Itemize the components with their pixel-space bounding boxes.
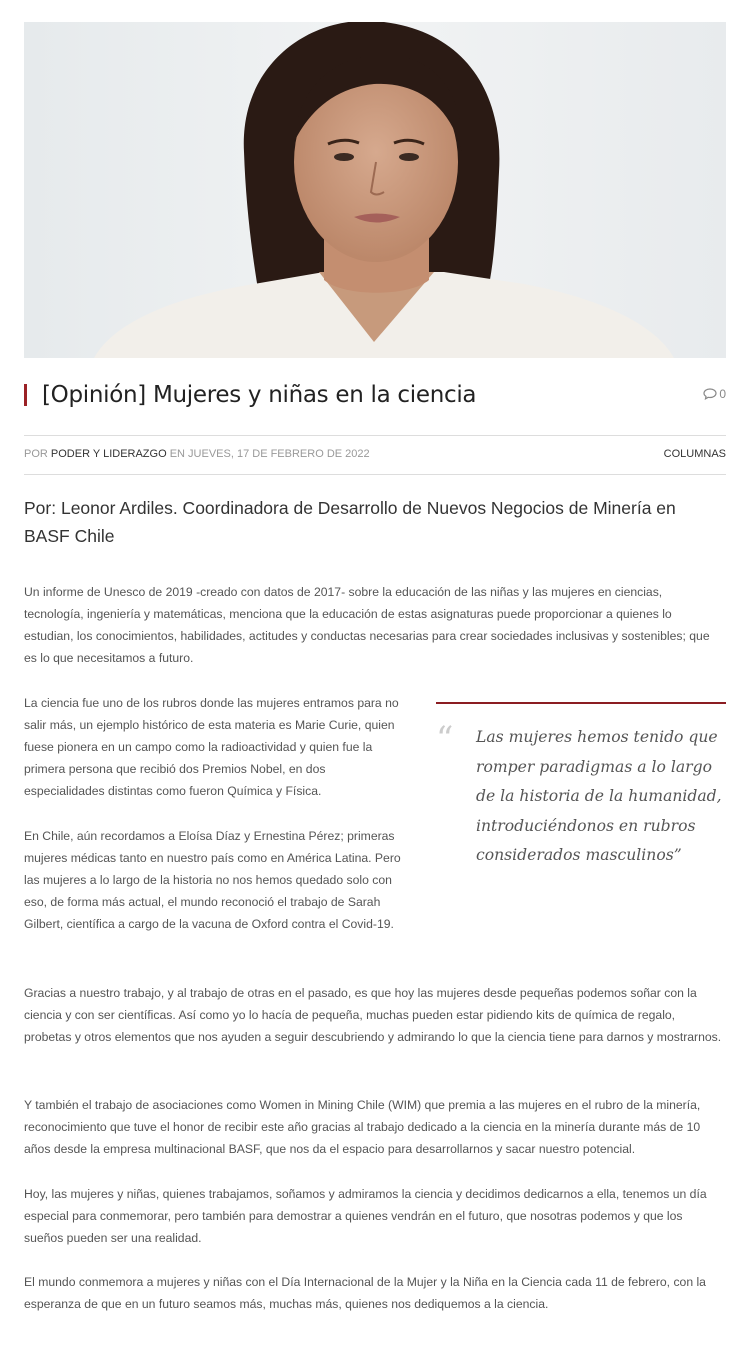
quote-mark-icon: “ [436,719,454,759]
author-link[interactable]: PODER Y LIDERAZGO [50,448,167,460]
category-link[interactable]: COLUMNAS [663,448,726,460]
paragraph-3: En Chile, aún recordamos a Eloísa Díaz y Ernestina Pérez; primeras mujeres médicas tanto en nuestro país como en América Latina. Pero las mujeres a lo largo de la historia no nos hemos quedado solo con eso, de forma más actual, el mundo reconoció el trabajo de Sarah Gilbert, científica a cargo de la vacuna de Oxford contra el Covid-19. [24,829,401,931]
portrait-photo [24,22,726,358]
paragraph-7: El mundo conmemora a mujeres y niñas con el Día Internacional de la Mujer y la Niña en la Ciencia cada 11 de febrero, con la esperanza de que en un futuro seamos más, muchas más, quienes nos dediquemos a la ciencia. [24,1275,706,1311]
title-row [24,378,726,412]
comments-link[interactable] [703,386,726,402]
page-title: [Opinión] Mujeres y niñas en la ciencia [42,382,477,408]
paragraph-5: Y también el trabajo de asociaciones como Women in Mining Chile (WIM) que premia a las mujeres en el rubro de la minería, reconocimiento que tuve el honor de recibir este año gracias al trabajo dedicado a la ciencia en la minería durante más de 10 años desde la empresa multinacional BASF, que nos da el espacio para desarrollarnos y sacar nuestro potencial. [24,1098,701,1156]
comment-icon [703,388,717,400]
paragraph-1: Un informe de Unesco de 2019 -creado con datos de 2017- sobre la educación de las niñas y las mujeres en ciencias, tecnología, ingeniería y matemáticas, menciona que la educación de estas asignaturas puede proporcionar a quienes lo estudian, los conocimientos, habilidades, actitudes y conductas necesarias para crear sociedades inclusivas y sostenibles; que es lo que necesitamos a futuro. [24,585,710,665]
article-meta [24,435,726,475]
pull-quote [436,702,726,864]
comments-count: 0 [719,387,726,401]
paragraph-2: La ciencia fue uno de los rubros donde las mujeres entramos para no salir más, un ejemplo histórico de esta materia es Marie Curie, quien fuese pionera en un campo como la radioactividad y quien fue la primera persona que recibió dos Premios Nobel, en dos especialidades distintas como fueron Química y Física. [24,696,399,798]
meta-by-label: POR [24,448,48,460]
meta-date: EN JUEVES, 17 DE FEBRERO DE 2022 [169,448,370,460]
article-byline: Por: Leonor Ardiles. Coordinadora de Desarrollo de Nuevos Negocios de Minería en BASF Chile [24,498,676,546]
hero-image [24,22,726,358]
pull-quote-text: Las mujeres hemos tenido que romper paradigmas a lo largo de la historia de la humanidad, introduciéndonos en rubros considerados masculinos” [476,728,722,864]
title-accent-bar [24,384,27,406]
paragraph-6: Hoy, las mujeres y niñas, quienes trabajamos, soñamos y admiramos la ciencia y decidimos dedicarnos a ella, tenemos un día especial para conmemorar, pero también para demostrar a quienes vendrán en el futuro, que nosotras podemos y que los sueños pueden ser una realidad. [24,1187,707,1245]
paragraph-4: Gracias a nuestro trabajo, y al trabajo de otras en el pasado, es que hoy las mujeres desde pequeñas podemos soñar con la ciencia y con ser científicas. Así como yo lo hacía de pequeña, muchas pueden estar pidiendo kits de química de regalo, probetas y otros elementos que nos ayuden a seguir descubriendo y admirando lo que la ciencia tiene para darnos y mostrarnos. [24,986,722,1044]
